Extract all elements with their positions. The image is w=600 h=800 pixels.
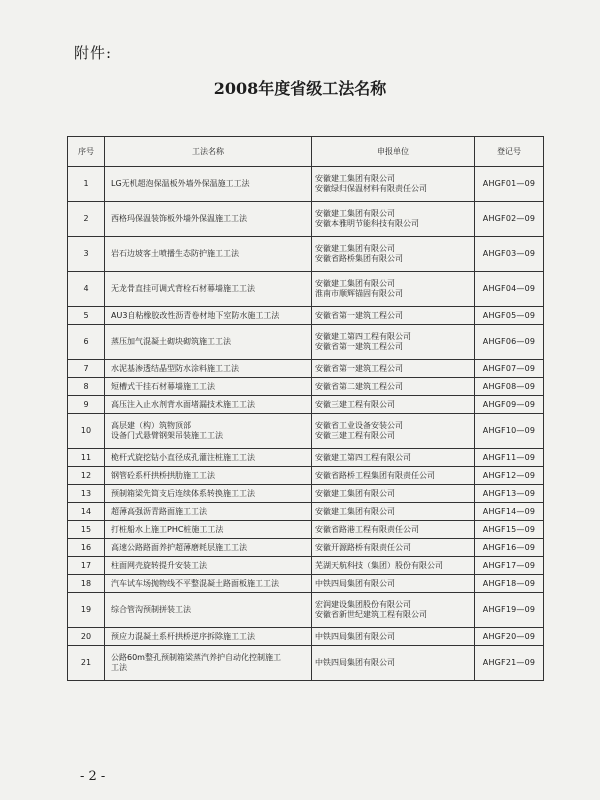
registration-code: AHGF18—09 [475, 575, 544, 593]
table-header-row [68, 137, 544, 167]
row-number: 13 [68, 485, 105, 503]
applicant-unit: 安徽开源路桥有限责任公司 [315, 542, 411, 552]
registration-code: AHGF19—09 [475, 593, 544, 628]
header-no: 序号 [68, 137, 105, 167]
applicant-units [312, 237, 475, 272]
row-number: 11 [68, 449, 105, 467]
applicant-unit: 安徽省路桥集团有限公司 [315, 254, 403, 263]
applicant-unit: 安徽建工集团有限公司 [315, 279, 395, 288]
row-number: 2 [68, 202, 105, 237]
registration-code: AHGF20—09 [475, 628, 544, 646]
row-number: 19 [68, 593, 105, 628]
applicant-units [312, 467, 475, 485]
table-row [68, 202, 544, 237]
applicant-unit: 安徽省工业设备安装公司 [315, 421, 403, 430]
applicant-units [312, 485, 475, 503]
applicant-unit: 宏润建设集团股份有限公司 [315, 600, 411, 609]
applicant-units [312, 167, 475, 202]
table-row [68, 449, 544, 467]
method-name-line: 桅杆式旋挖钻小直径成孔灌注桩施工工法 [111, 452, 255, 462]
applicant-unit: 安徽本雅明节能科技有限公司 [315, 219, 419, 228]
table-row [68, 272, 544, 307]
row-number: 3 [68, 237, 105, 272]
applicant-unit: 安徽建工集团有限公司 [315, 488, 395, 498]
header-name: 工法名称 [105, 137, 312, 167]
applicant-units [312, 414, 475, 449]
applicant-units [312, 360, 475, 378]
applicant-unit: 安徽省新世纪建筑工程有限公司 [315, 610, 427, 619]
applicant-units [312, 396, 475, 414]
applicant-unit: 安徽建工第四工程有限公司 [315, 332, 411, 341]
method-name [105, 325, 312, 360]
table-row [68, 378, 544, 396]
method-name-line: 高层建（构）筑物顶部 [111, 421, 191, 430]
table-row [68, 167, 544, 202]
applicant-unit: 安徽建工集团有限公司 [315, 506, 395, 516]
table-row [68, 646, 544, 681]
row-number: 17 [68, 557, 105, 575]
applicant-unit: 芜湖天航科技（集团）股份有限公司 [315, 560, 443, 570]
method-name [105, 360, 312, 378]
method-name-line: 柱面网壳旋转提升安装工法 [111, 560, 207, 570]
method-name [105, 503, 312, 521]
method-name [105, 272, 312, 307]
applicant-unit: 安徽建工集团有限公司 [315, 244, 395, 253]
applicant-unit: 安徽省第一建筑工程公司 [315, 310, 403, 320]
page-number: - 2 - [80, 769, 106, 784]
method-name [105, 539, 312, 557]
row-number: 4 [68, 272, 105, 307]
table-row [68, 503, 544, 521]
registration-code: AHGF02—09 [475, 202, 544, 237]
row-number: 10 [68, 414, 105, 449]
applicant-unit: 淮南市顺辉锚固有限公司 [315, 289, 403, 298]
registration-code: AHGF16—09 [475, 539, 544, 557]
document-title: 2008年度省级工法名称 [213, 79, 387, 98]
applicant-units [312, 539, 475, 557]
attachment-label: 附件: [74, 44, 113, 62]
method-name-line: 汽车试车场抛物线不平整混凝土路面板施工工法 [111, 578, 279, 588]
row-number: 9 [68, 396, 105, 414]
applicant-units [312, 449, 475, 467]
applicant-units [312, 202, 475, 237]
table-row [68, 485, 544, 503]
applicant-units [312, 503, 475, 521]
method-name [105, 237, 312, 272]
registration-code: AHGF08—09 [475, 378, 544, 396]
applicant-unit: 安徽省第二建筑工程公司 [315, 381, 403, 391]
method-name-line: 公路60m整孔预制箱梁蒸汽养护自动化控制施工 [111, 653, 281, 662]
registration-code: AHGF05—09 [475, 307, 544, 325]
table-row [68, 414, 544, 449]
applicant-units [312, 325, 475, 360]
row-number: 14 [68, 503, 105, 521]
table-row [68, 521, 544, 539]
method-name-line: 西格玛保温装饰板外墙外保温施工工法 [111, 214, 247, 223]
registration-code: AHGF04—09 [475, 272, 544, 307]
method-name [105, 593, 312, 628]
table-row [68, 237, 544, 272]
row-number: 5 [68, 307, 105, 325]
registration-code: AHGF10—09 [475, 414, 544, 449]
method-name-line: 岩石边坡客土喷播生态防护施工工法 [111, 249, 239, 258]
method-name-line: 设备门式悬臂钢架吊装施工工法 [111, 431, 223, 440]
applicant-unit: 中铁四局集团有限公司 [315, 578, 395, 588]
method-name-line: 高速公路路面养护超薄磨耗层施工工法 [111, 542, 247, 552]
row-number: 20 [68, 628, 105, 646]
method-name [105, 521, 312, 539]
applicant-units [312, 378, 475, 396]
method-name [105, 414, 312, 449]
registration-code: AHGF09—09 [475, 396, 544, 414]
method-name-line: AU3自粘橡胶改性沥青卷材地下室防水施工工法 [111, 310, 280, 320]
applicant-units [312, 521, 475, 539]
method-name [105, 396, 312, 414]
method-name-line: 打桩船水上施工PHC桩施工工法 [111, 524, 224, 534]
method-name-line: 钢管砼系杆拱桥拱肋施工工法 [111, 470, 215, 480]
row-number: 21 [68, 646, 105, 681]
applicant-unit: 安徽绿归保温材料有限责任公司 [315, 184, 427, 193]
row-number: 8 [68, 378, 105, 396]
applicant-units [312, 593, 475, 628]
table-row [68, 396, 544, 414]
method-name-line: 水泥基渗透结晶型防水涂料施工工法 [111, 363, 239, 373]
registration-code: AHGF12—09 [475, 467, 544, 485]
applicant-unit: 中铁四局集团有限公司 [315, 658, 395, 667]
registration-code: AHGF03—09 [475, 237, 544, 272]
method-name-line: 综合管沟预制拼装工法 [111, 605, 191, 614]
method-name [105, 167, 312, 202]
table-row [68, 628, 544, 646]
applicant-units [312, 307, 475, 325]
row-number: 6 [68, 325, 105, 360]
method-name-line: 短槽式干挂石材幕墙施工工法 [111, 381, 215, 391]
method-name [105, 646, 312, 681]
method-name [105, 485, 312, 503]
method-name [105, 575, 312, 593]
applicant-unit: 安徽省路桥工程集团有限责任公司 [315, 470, 435, 480]
registration-code: AHGF15—09 [475, 521, 544, 539]
row-number: 7 [68, 360, 105, 378]
applicant-unit: 安徽三建工程有限公司 [315, 431, 395, 440]
method-name-line: 工法 [111, 663, 127, 672]
table-row [68, 467, 544, 485]
row-number: 16 [68, 539, 105, 557]
registration-code: AHGF07—09 [475, 360, 544, 378]
table-row [68, 575, 544, 593]
registration-code: AHGF14—09 [475, 503, 544, 521]
applicant-unit: 安徽三建工程有限公司 [315, 399, 395, 409]
table-row [68, 360, 544, 378]
method-name [105, 449, 312, 467]
method-name [105, 202, 312, 237]
method-name [105, 557, 312, 575]
applicant-unit: 安徽省第一建筑工程公司 [315, 342, 403, 351]
method-name-line: 预应力混凝土系杆拱桥逆序拆除施工工法 [111, 631, 255, 641]
table-row [68, 307, 544, 325]
table-body [68, 167, 544, 681]
registration-code: AHGF21—09 [475, 646, 544, 681]
registration-code: AHGF17—09 [475, 557, 544, 575]
row-number: 12 [68, 467, 105, 485]
row-number: 1 [68, 167, 105, 202]
registration-code: AHGF11—09 [475, 449, 544, 467]
table-row [68, 539, 544, 557]
method-name-line: 超薄高强沥青路面施工工法 [111, 506, 207, 516]
method-name-line: LG无机超泡保温板外墙外保温施工工法 [111, 179, 250, 188]
applicant-units [312, 557, 475, 575]
registration-code: AHGF01—09 [475, 167, 544, 202]
applicant-units [312, 575, 475, 593]
applicant-units [312, 272, 475, 307]
applicant-units [312, 628, 475, 646]
method-name [105, 628, 312, 646]
registration-code: AHGF13—09 [475, 485, 544, 503]
method-name-line: 预制箱梁先简支后连续体系转换施工工法 [111, 488, 255, 498]
row-number: 18 [68, 575, 105, 593]
applicant-unit: 安徽建工集团有限公司 [315, 209, 395, 218]
method-name-line: 无龙骨直挂可调式背栓石材幕墙施工工法 [111, 284, 255, 293]
method-name-line: 蒸压加气混凝土砌块砌筑施工工法 [111, 337, 231, 346]
header-unit: 申报单位 [312, 137, 475, 167]
header-code: 登记号 [475, 137, 544, 167]
applicant-unit: 安徽省路港工程有限责任公司 [315, 524, 419, 534]
applicant-unit: 中铁四局集团有限公司 [315, 631, 395, 641]
method-table [67, 136, 544, 681]
applicant-units [312, 646, 475, 681]
applicant-unit: 安徽建工第四工程有限公司 [315, 452, 411, 462]
applicant-unit: 安徽建工集团有限公司 [315, 174, 395, 183]
registration-code: AHGF06—09 [475, 325, 544, 360]
method-name [105, 467, 312, 485]
method-name [105, 307, 312, 325]
table-row [68, 593, 544, 628]
table-row [68, 325, 544, 360]
method-name-line: 高压注入止水剂背水面堵漏技术施工工法 [111, 399, 255, 409]
row-number: 15 [68, 521, 105, 539]
method-name [105, 378, 312, 396]
table-row [68, 557, 544, 575]
applicant-unit: 安徽省第一建筑工程公司 [315, 363, 403, 373]
